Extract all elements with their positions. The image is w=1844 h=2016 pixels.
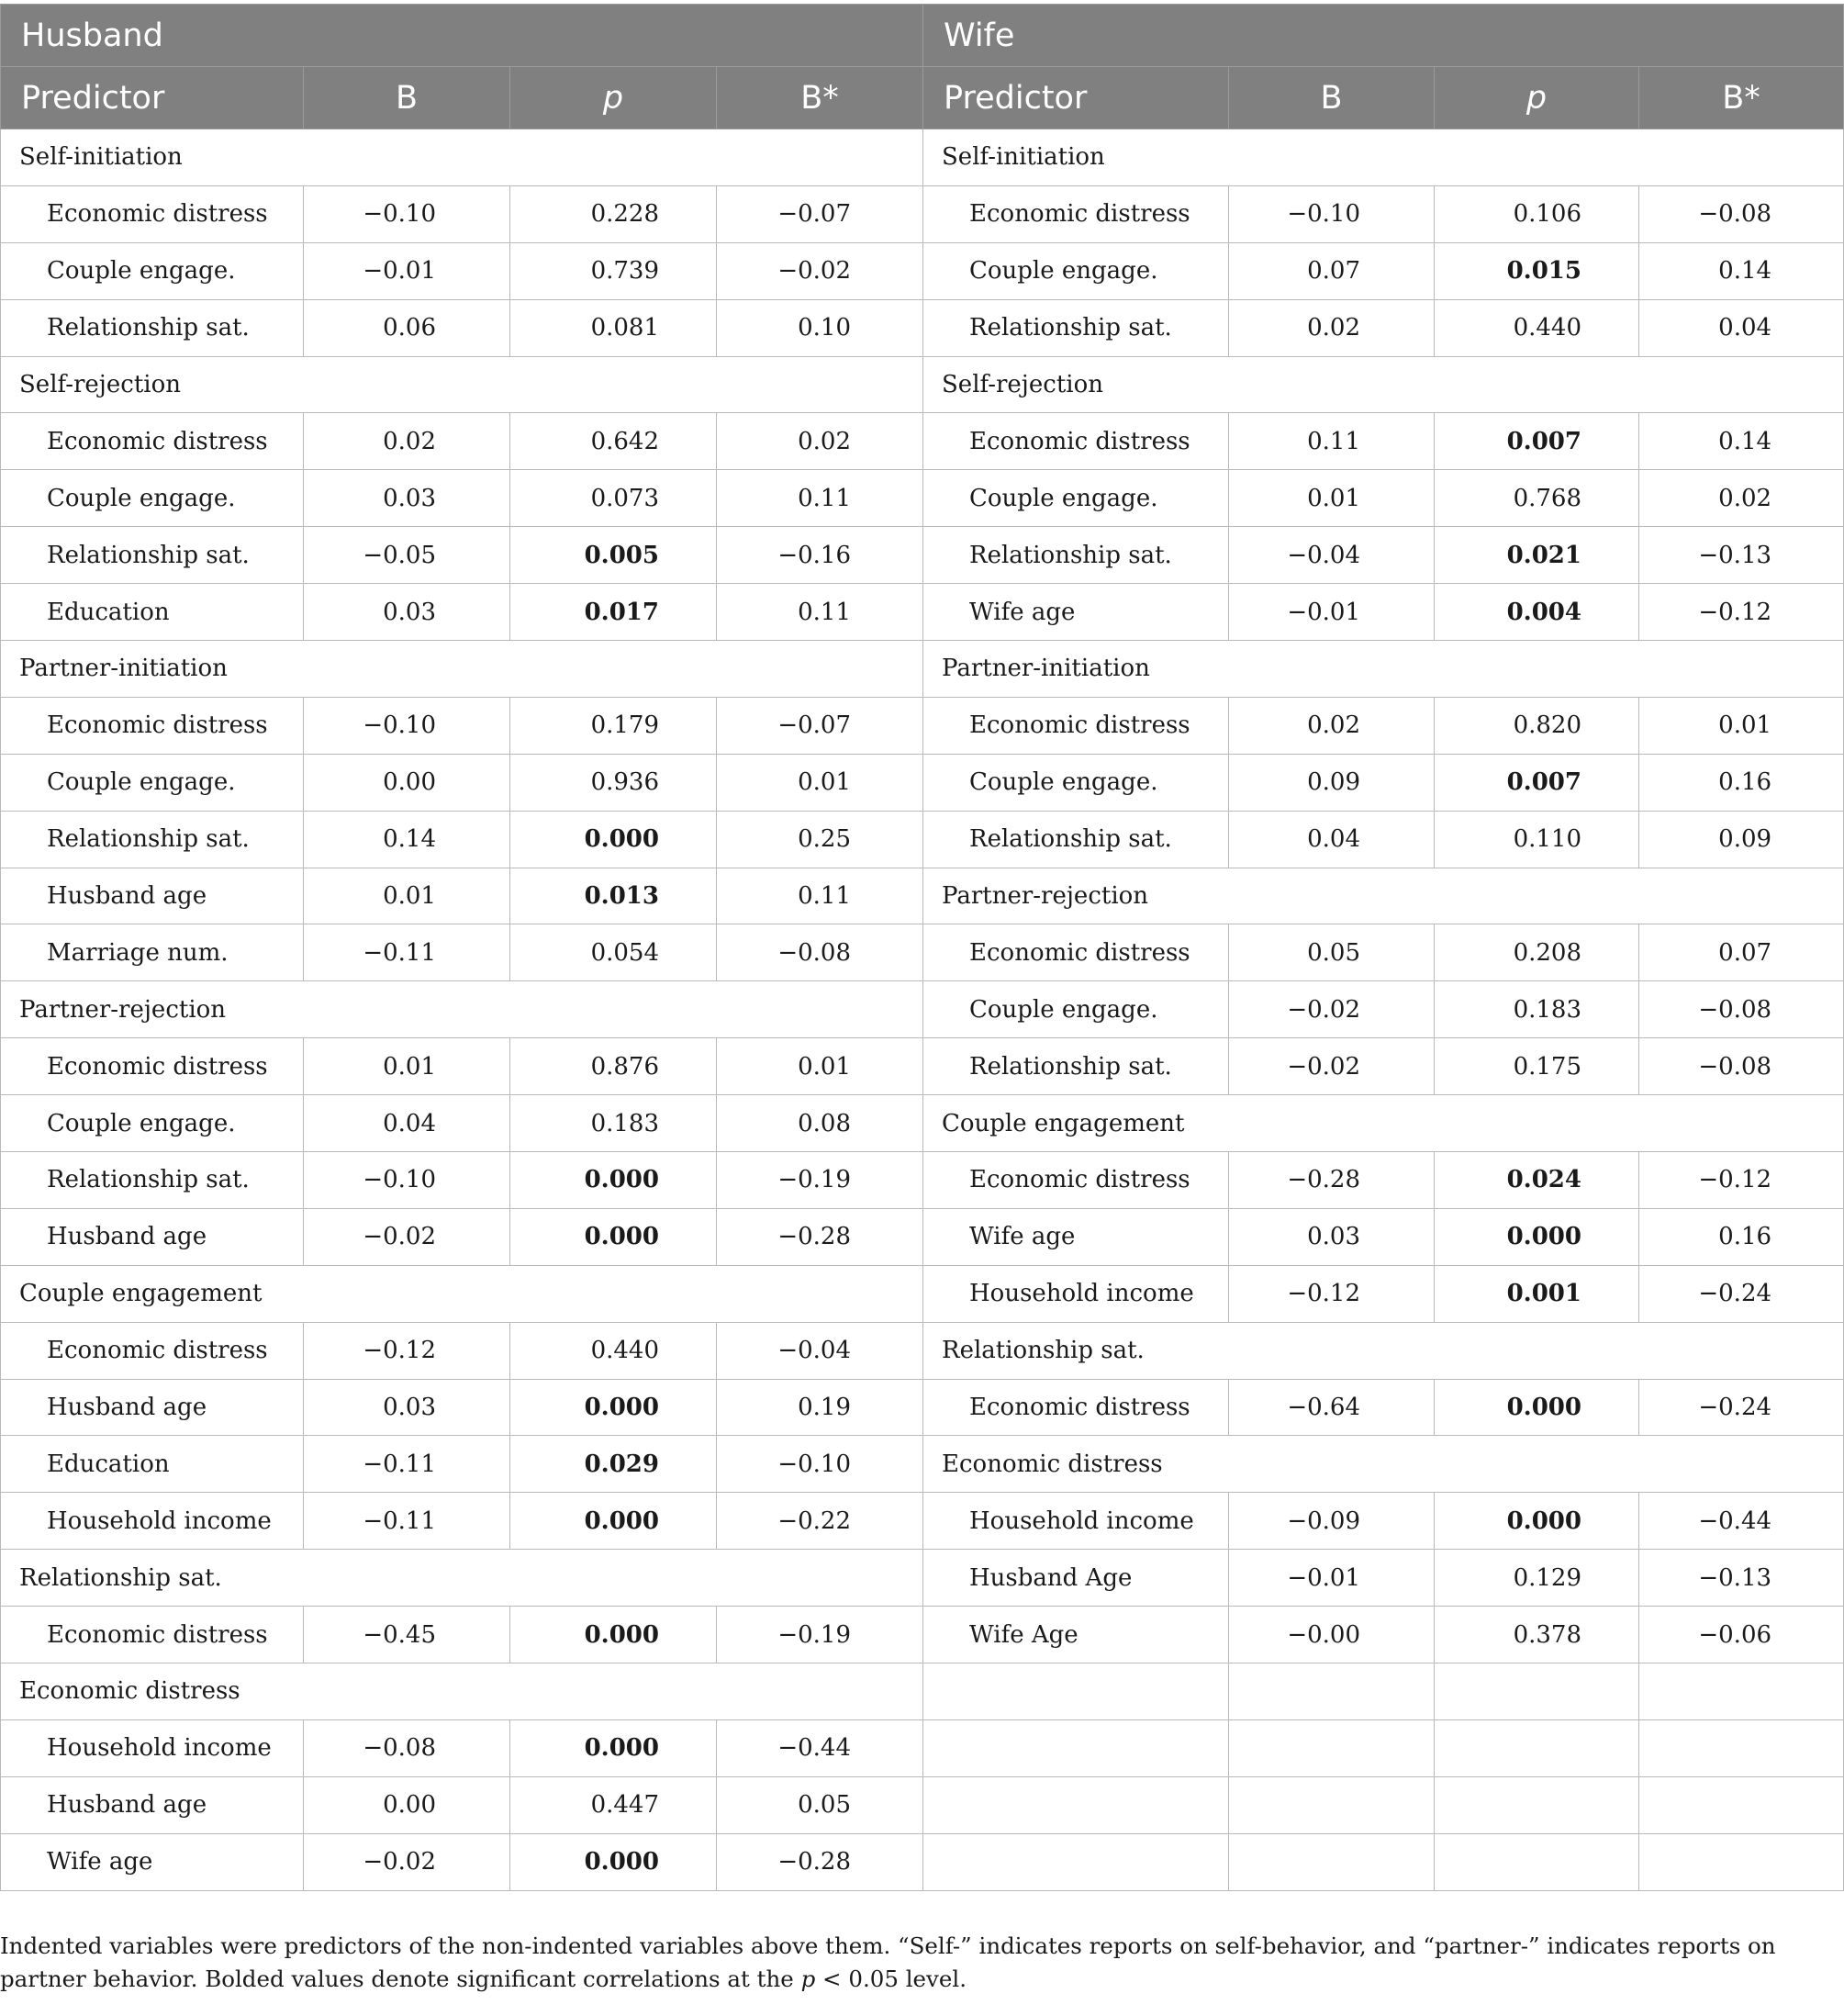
b-value: −0.00 (1229, 1607, 1435, 1663)
predictor-label: Economic distress (1, 413, 304, 470)
predictor-label: Education (1, 584, 304, 641)
bstar-value: 0.01 (717, 754, 923, 811)
table-row (1, 185, 1844, 242)
p-value: 0.642 (510, 413, 717, 470)
table-row (1, 1833, 1844, 1890)
column-header-b: B (1229, 67, 1435, 129)
empty-cell (923, 1776, 1229, 1833)
p-value: 0.739 (510, 242, 717, 299)
predictor-label: Couple engage. (1, 470, 304, 527)
bstar-value: 0.14 (1639, 242, 1844, 299)
bstar-value: −0.12 (1639, 584, 1844, 641)
bstar-value: −0.02 (717, 242, 923, 299)
b-value: 0.07 (1229, 242, 1435, 299)
b-value: −0.09 (1229, 1493, 1435, 1550)
table-row (1, 1379, 1844, 1436)
p-value: 0.110 (1435, 811, 1639, 868)
predictor-label: Relationship sat. (923, 811, 1229, 868)
predictor-label: Marriage num. (1, 924, 304, 981)
table-body (1, 129, 1844, 1891)
predictor-label: Husband age (1, 1208, 304, 1265)
b-value: 0.04 (304, 1095, 510, 1152)
predictor-label: Couple engage. (923, 754, 1229, 811)
b-value: 0.03 (304, 584, 510, 641)
b-value: 0.02 (1229, 299, 1435, 356)
b-value: 0.11 (1229, 413, 1435, 470)
table-row (1, 754, 1844, 811)
p-value: 0.183 (1435, 981, 1639, 1038)
p-value: 0.000 (1435, 1208, 1639, 1265)
predictor-label: Couple engage. (923, 242, 1229, 299)
b-value: 0.03 (304, 470, 510, 527)
empty-cell (1229, 1719, 1435, 1776)
bstar-value: −0.24 (1639, 1379, 1844, 1436)
p-value: 0.106 (1435, 185, 1639, 242)
bstar-value: 0.04 (1639, 299, 1844, 356)
p-value: 0.005 (510, 527, 717, 584)
p-value: 0.183 (510, 1095, 717, 1152)
b-value: 0.04 (1229, 811, 1435, 868)
p-value: 0.081 (510, 299, 717, 356)
empty-cell (923, 1663, 1229, 1720)
b-value: −0.02 (304, 1208, 510, 1265)
b-value: −0.10 (304, 185, 510, 242)
section-label: Relationship sat. (1, 1550, 923, 1607)
b-value: 0.06 (304, 299, 510, 356)
section-label: Relationship sat. (923, 1322, 1844, 1379)
predictor-label: Wife age (923, 584, 1229, 641)
p-value: 0.021 (1435, 527, 1639, 584)
p-value: 0.000 (510, 1493, 717, 1550)
empty-cell (1229, 1833, 1435, 1890)
b-value: 0.03 (1229, 1208, 1435, 1265)
column-header-b: B (304, 67, 510, 129)
table-row (1, 470, 1844, 527)
bstar-value: −0.08 (1639, 1038, 1844, 1095)
section-label: Self-initiation (1, 129, 923, 186)
predictor-label: Economic distress (1, 1038, 304, 1095)
table-row (1, 1719, 1844, 1776)
b-value: −0.02 (1229, 981, 1435, 1038)
p-value: 0.936 (510, 754, 717, 811)
empty-cell (923, 1719, 1229, 1776)
b-value: −0.28 (1229, 1152, 1435, 1209)
predictor-label: Economic distress (1, 1607, 304, 1663)
predictor-label: Economic distress (1, 185, 304, 242)
predictor-label: Couple engage. (1, 1095, 304, 1152)
column-header-predictor: Predictor (1, 67, 304, 129)
b-value: 0.09 (1229, 754, 1435, 811)
section-label: Partner-initiation (1, 641, 923, 698)
p-value: 0.208 (1435, 924, 1639, 981)
b-value: −0.08 (304, 1719, 510, 1776)
table-row (1, 1663, 1844, 1720)
b-value: −0.11 (304, 1493, 510, 1550)
column-header-bstar: B* (1639, 67, 1844, 129)
bstar-value: 0.14 (1639, 413, 1844, 470)
predictor-label: Wife Age (923, 1607, 1229, 1663)
predictor-label: Relationship sat. (923, 1038, 1229, 1095)
bstar-value: −0.04 (717, 1322, 923, 1379)
section-label: Economic distress (923, 1436, 1844, 1493)
p-value: 0.129 (1435, 1550, 1639, 1607)
predictor-label: Couple engage. (923, 470, 1229, 527)
footnote-text-end: < 0.05 level. (815, 1966, 967, 1992)
bstar-value: −0.44 (1639, 1493, 1844, 1550)
p-value: 0.015 (1435, 242, 1639, 299)
b-value: 0.02 (304, 413, 510, 470)
empty-cell (1639, 1719, 1844, 1776)
b-value: −0.01 (304, 242, 510, 299)
p-value: 0.175 (1435, 1038, 1639, 1095)
bstar-value: −0.19 (717, 1607, 923, 1663)
predictor-label: Husband Age (923, 1550, 1229, 1607)
bstar-value: −0.07 (717, 185, 923, 242)
predictor-label: Husband age (1, 1776, 304, 1833)
p-value: 0.000 (1435, 1379, 1639, 1436)
table-row (1, 1550, 1844, 1607)
regression-table (0, 4, 1844, 1891)
section-label: Couple engagement (1, 1265, 923, 1322)
predictor-label: Couple engage. (1, 242, 304, 299)
bstar-value: −0.44 (717, 1719, 923, 1776)
table-row (1, 299, 1844, 356)
b-value: −0.45 (304, 1607, 510, 1663)
table-row (1, 811, 1844, 868)
predictor-label: Household income (1, 1719, 304, 1776)
predictor-label: Household income (1, 1493, 304, 1550)
p-value: 0.004 (1435, 584, 1639, 641)
p-value: 0.017 (510, 584, 717, 641)
table-row (1, 356, 1844, 413)
b-value: −0.10 (304, 1152, 510, 1209)
p-value: 0.378 (1435, 1607, 1639, 1663)
bstar-value: 0.10 (717, 299, 923, 356)
predictor-label: Economic distress (923, 185, 1229, 242)
predictor-label: Household income (923, 1493, 1229, 1550)
table-row (1, 1322, 1844, 1379)
b-value: −0.11 (304, 1436, 510, 1493)
b-value: −0.64 (1229, 1379, 1435, 1436)
predictor-label: Economic distress (923, 413, 1229, 470)
bstar-value: 0.01 (1639, 697, 1844, 754)
predictor-label: Relationship sat. (1, 1152, 304, 1209)
bstar-value: −0.13 (1639, 527, 1844, 584)
section-label: Self-rejection (923, 356, 1844, 413)
p-value: 0.000 (1435, 1493, 1639, 1550)
group-husband-header: Husband (1, 5, 923, 67)
column-header-predictor: Predictor (923, 67, 1229, 129)
predictor-label: Couple engage. (923, 981, 1229, 1038)
empty-cell (1229, 1776, 1435, 1833)
bstar-value: 0.25 (717, 811, 923, 868)
bstar-value: −0.08 (717, 924, 923, 981)
b-value: −0.12 (304, 1322, 510, 1379)
table-row (1, 641, 1844, 698)
b-value: −0.04 (1229, 527, 1435, 584)
predictor-label: Husband age (1, 868, 304, 924)
predictor-label: Relationship sat. (1, 527, 304, 584)
section-label: Economic distress (1, 1663, 923, 1720)
p-value: 0.013 (510, 868, 717, 924)
section-label: Self-initiation (923, 129, 1844, 186)
table-row (1, 1436, 1844, 1493)
predictor-label: Economic distress (923, 924, 1229, 981)
b-value: 0.01 (304, 868, 510, 924)
column-header-row (1, 67, 1844, 129)
p-value: 0.000 (510, 1152, 717, 1209)
bstar-value: 0.05 (717, 1776, 923, 1833)
predictor-label: Economic distress (923, 697, 1229, 754)
bstar-value: 0.11 (717, 868, 923, 924)
p-value: 0.447 (510, 1776, 717, 1833)
empty-cell (1435, 1663, 1639, 1720)
table-row (1, 242, 1844, 299)
p-value: 0.876 (510, 1038, 717, 1095)
group-wife-header: Wife (923, 5, 1844, 67)
p-value: 0.024 (1435, 1152, 1639, 1209)
predictor-label: Relationship sat. (923, 299, 1229, 356)
b-value: −0.12 (1229, 1265, 1435, 1322)
predictor-label: Economic distress (1, 697, 304, 754)
b-value: −0.01 (1229, 584, 1435, 641)
bstar-value: 0.01 (717, 1038, 923, 1095)
bstar-value: −0.13 (1639, 1550, 1844, 1607)
p-value: 0.000 (510, 1719, 717, 1776)
section-label: Partner-rejection (923, 868, 1844, 924)
bstar-value: 0.19 (717, 1379, 923, 1436)
predictor-label: Relationship sat. (1, 811, 304, 868)
bstar-value: −0.06 (1639, 1607, 1844, 1663)
bstar-value: 0.07 (1639, 924, 1844, 981)
table-row (1, 584, 1844, 641)
p-value: 0.000 (510, 1607, 717, 1663)
table-row (1, 868, 1844, 924)
table-row (1, 1493, 1844, 1550)
bstar-value: −0.07 (717, 697, 923, 754)
column-header-p: p (1435, 67, 1639, 129)
bstar-value: −0.16 (717, 527, 923, 584)
table-row (1, 981, 1844, 1038)
table-row (1, 527, 1844, 584)
bstar-value: 0.02 (717, 413, 923, 470)
bstar-value: −0.10 (717, 1436, 923, 1493)
predictor-label: Education (1, 1436, 304, 1493)
p-value: 0.029 (510, 1436, 717, 1493)
b-value: 0.01 (304, 1038, 510, 1095)
bstar-value: −0.08 (1639, 185, 1844, 242)
predictor-label: Wife age (923, 1208, 1229, 1265)
bstar-value: 0.02 (1639, 470, 1844, 527)
bstar-value: 0.16 (1639, 754, 1844, 811)
table-row (1, 129, 1844, 186)
b-value: −0.01 (1229, 1550, 1435, 1607)
empty-cell (1435, 1833, 1639, 1890)
bstar-value: −0.12 (1639, 1152, 1844, 1209)
empty-cell (1639, 1663, 1844, 1720)
b-value: 0.14 (304, 811, 510, 868)
table-row (1, 1038, 1844, 1095)
b-value: −0.02 (1229, 1038, 1435, 1095)
predictor-label: Household income (923, 1265, 1229, 1322)
b-value: 0.00 (304, 1776, 510, 1833)
empty-cell (1229, 1663, 1435, 1720)
bstar-value: 0.11 (717, 584, 923, 641)
predictor-label: Wife age (1, 1833, 304, 1890)
bstar-value: −0.24 (1639, 1265, 1844, 1322)
p-value: 0.228 (510, 185, 717, 242)
column-header-bstar: B* (717, 67, 923, 129)
bstar-value: 0.09 (1639, 811, 1844, 868)
p-value: 0.000 (510, 811, 717, 868)
empty-cell (1435, 1776, 1639, 1833)
predictor-label: Couple engage. (1, 754, 304, 811)
bstar-value: 0.11 (717, 470, 923, 527)
p-value: 0.054 (510, 924, 717, 981)
table-row (1, 1265, 1844, 1322)
b-value: 0.03 (304, 1379, 510, 1436)
p-value: 0.000 (510, 1208, 717, 1265)
bstar-value: −0.08 (1639, 981, 1844, 1038)
bstar-value: 0.08 (717, 1095, 923, 1152)
empty-cell (1435, 1719, 1639, 1776)
b-value: −0.02 (304, 1833, 510, 1890)
footnote-p-symbol: p (800, 1966, 816, 1992)
footnote-text: Indented variables were predictors of the non-indented variables above them. “Self-” indicates reports on self-behavior, and “partner-” indicates reports on partner behavior. Bolded values denote significant correlations at the (0, 1932, 1776, 1992)
table-row (1, 924, 1844, 981)
b-value: 0.00 (304, 754, 510, 811)
table-footnote (0, 1930, 1843, 1996)
predictor-label: Economic distress (923, 1152, 1229, 1209)
bstar-value: −0.28 (717, 1833, 923, 1890)
b-value: −0.05 (304, 527, 510, 584)
table-row (1, 413, 1844, 470)
bstar-value: −0.19 (717, 1152, 923, 1209)
b-value: −0.11 (304, 924, 510, 981)
section-label: Couple engagement (923, 1095, 1844, 1152)
p-value: 0.007 (1435, 754, 1639, 811)
p-value: 0.000 (510, 1379, 717, 1436)
column-header-p: p (510, 67, 717, 129)
bstar-value: −0.28 (717, 1208, 923, 1265)
bstar-value: −0.22 (717, 1493, 923, 1550)
section-label: Partner-initiation (923, 641, 1844, 698)
p-value: 0.073 (510, 470, 717, 527)
table-row (1, 697, 1844, 754)
p-value: 0.440 (510, 1322, 717, 1379)
b-value: −0.10 (1229, 185, 1435, 242)
table-row (1, 1776, 1844, 1833)
p-value: 0.000 (510, 1833, 717, 1890)
predictor-label: Economic distress (1, 1322, 304, 1379)
predictor-label: Relationship sat. (1, 299, 304, 356)
bstar-value: 0.16 (1639, 1208, 1844, 1265)
p-value: 0.440 (1435, 299, 1639, 356)
predictor-label: Economic distress (923, 1379, 1229, 1436)
empty-cell (1639, 1776, 1844, 1833)
p-value: 0.007 (1435, 413, 1639, 470)
table-row (1, 1208, 1844, 1265)
empty-cell (1639, 1833, 1844, 1890)
section-label: Self-rejection (1, 356, 923, 413)
empty-cell (923, 1833, 1229, 1890)
p-value: 0.179 (510, 697, 717, 754)
group-header-row (1, 5, 1844, 67)
b-value: −0.10 (304, 697, 510, 754)
table-row (1, 1095, 1844, 1152)
b-value: 0.02 (1229, 697, 1435, 754)
b-value: 0.01 (1229, 470, 1435, 527)
table-row (1, 1607, 1844, 1663)
section-label: Partner-rejection (1, 981, 923, 1038)
table-row (1, 1152, 1844, 1209)
p-value: 0.820 (1435, 697, 1639, 754)
p-value: 0.001 (1435, 1265, 1639, 1322)
predictor-label: Husband age (1, 1379, 304, 1436)
predictor-label: Relationship sat. (923, 527, 1229, 584)
p-value: 0.768 (1435, 470, 1639, 527)
b-value: 0.05 (1229, 924, 1435, 981)
